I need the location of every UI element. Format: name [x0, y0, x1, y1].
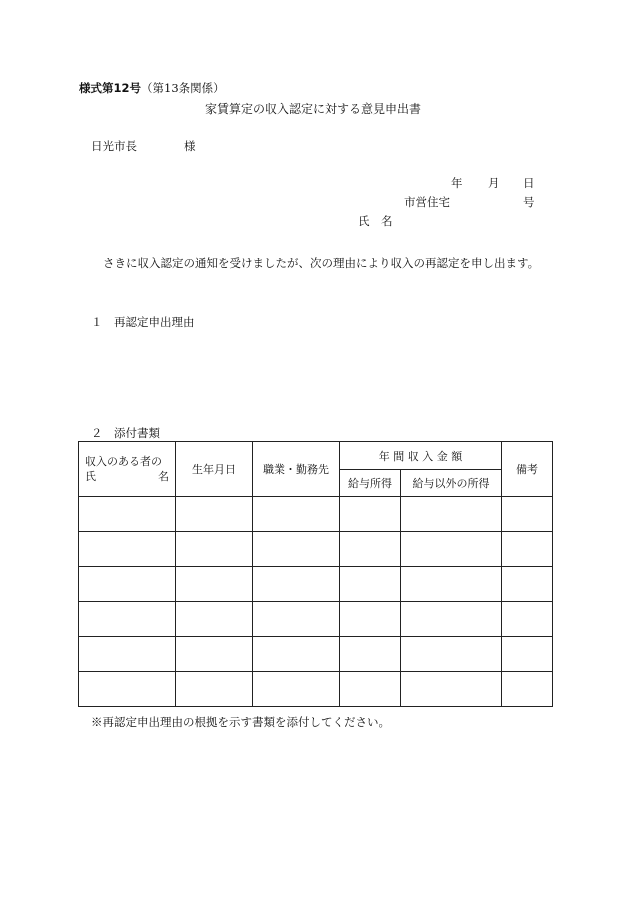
- table-cell[interactable]: [79, 602, 176, 637]
- table-cell[interactable]: [176, 532, 253, 567]
- table-cell[interactable]: [340, 637, 401, 672]
- table-cell[interactable]: [401, 637, 502, 672]
- table-cell[interactable]: [502, 532, 553, 567]
- table-cell[interactable]: [502, 637, 553, 672]
- table-cell[interactable]: [79, 567, 176, 602]
- table-cell[interactable]: [340, 672, 401, 707]
- table-row: [79, 672, 553, 707]
- header-other-income: 給与以外の所得: [401, 470, 502, 497]
- table-cell[interactable]: [340, 567, 401, 602]
- housing-label: 市営住宅: [404, 195, 450, 209]
- table-cell[interactable]: [502, 602, 553, 637]
- table-cell[interactable]: [502, 672, 553, 707]
- table-cell[interactable]: [176, 637, 253, 672]
- table-row: [79, 497, 553, 532]
- table-cell[interactable]: [401, 497, 502, 532]
- form-relation: （第13条関係）: [141, 81, 225, 95]
- addressee-honorific: 様: [184, 139, 196, 153]
- applicant-name-label: 氏 名: [358, 214, 393, 228]
- date-day-label: 日: [523, 176, 535, 190]
- form-number: 様式第12号: [79, 81, 142, 95]
- header-income-earner-name: 収入のある者の 氏 名: [79, 442, 176, 497]
- form-header: [79, 80, 225, 96]
- date-year-label: 年: [451, 176, 463, 190]
- date-month-label: 月: [488, 176, 500, 190]
- header-annual-income: 年 間 収 入 金 額: [340, 442, 502, 470]
- header-salary-income: 給与所得: [340, 470, 401, 497]
- table-cell[interactable]: [253, 637, 340, 672]
- header-remarks: 備考: [502, 442, 553, 497]
- table-header-row: [79, 442, 553, 470]
- table-cell[interactable]: [79, 532, 176, 567]
- table-cell[interactable]: [401, 567, 502, 602]
- body-text: さきに収入認定の通知を受けましたが、次の理由により収入の再認定を申し出ます。: [103, 256, 540, 270]
- table-cell[interactable]: [79, 637, 176, 672]
- table-cell[interactable]: [176, 602, 253, 637]
- table-row: [79, 532, 553, 567]
- table-cell[interactable]: [176, 672, 253, 707]
- footnote: ※再認定申出理由の根拠を示す書類を添付してください。: [91, 715, 390, 729]
- table-cell[interactable]: [79, 672, 176, 707]
- attachment-table: [78, 441, 553, 707]
- table-cell[interactable]: [340, 497, 401, 532]
- table-cell[interactable]: [401, 602, 502, 637]
- unit-number-label: 号: [523, 195, 535, 209]
- table-row: [79, 637, 553, 672]
- table-cell[interactable]: [79, 497, 176, 532]
- table-cell[interactable]: [401, 672, 502, 707]
- table-cell[interactable]: [176, 497, 253, 532]
- table-cell[interactable]: [253, 602, 340, 637]
- table-cell[interactable]: [253, 672, 340, 707]
- table-row: [79, 602, 553, 637]
- header-birthdate: 生年月日: [176, 442, 253, 497]
- section1-heading: １ 再認定申出理由: [91, 315, 195, 329]
- table-row: [79, 567, 553, 602]
- table-cell[interactable]: [340, 602, 401, 637]
- header-occupation: 職業・勤務先: [253, 442, 340, 497]
- table-cell[interactable]: [176, 567, 253, 602]
- section2-heading: ２ 添付書類: [91, 426, 160, 440]
- table-cell[interactable]: [253, 567, 340, 602]
- table-cell[interactable]: [401, 532, 502, 567]
- table-cell[interactable]: [340, 532, 401, 567]
- table-cell[interactable]: [253, 532, 340, 567]
- table-cell[interactable]: [502, 567, 553, 602]
- addressee-mayor: 日光市長: [91, 139, 137, 153]
- document-title: 家賃算定の収入認定に対する意見申出書: [205, 102, 422, 116]
- table-cell[interactable]: [253, 497, 340, 532]
- table-cell[interactable]: [502, 497, 553, 532]
